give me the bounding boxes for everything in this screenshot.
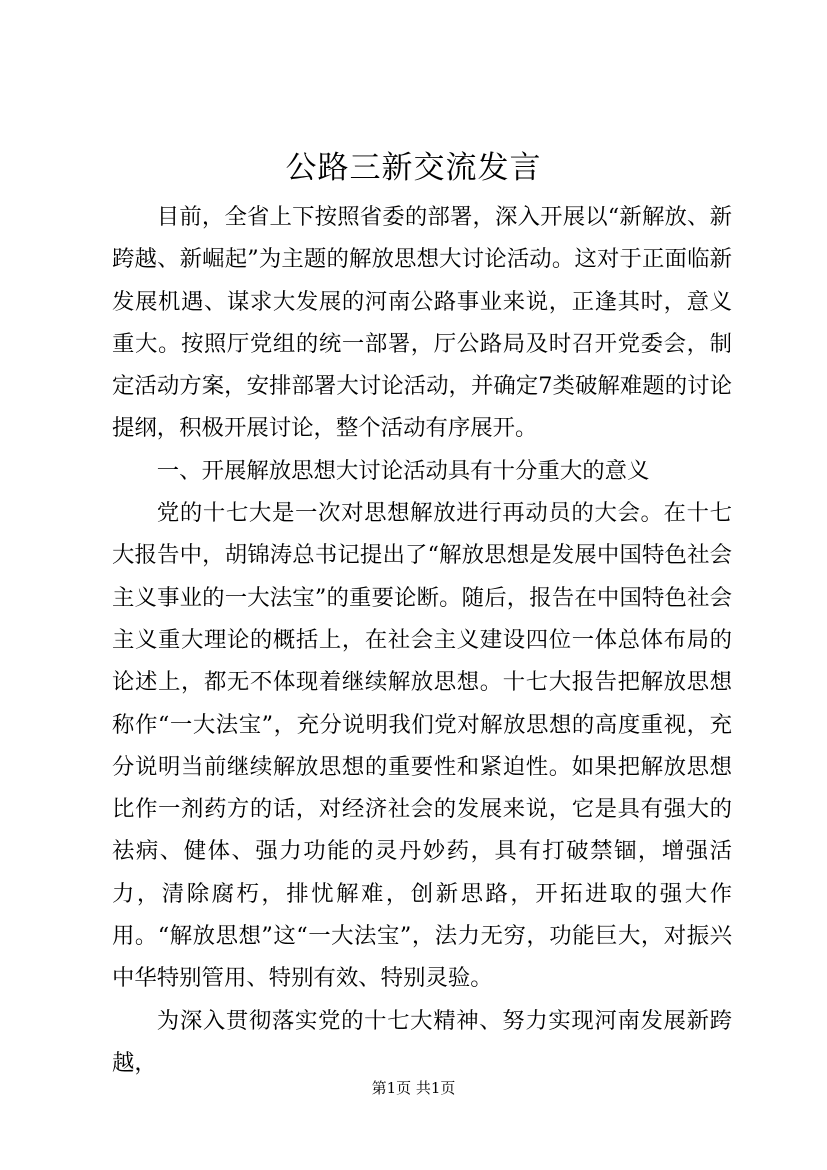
page-footer: 第1页 共1页 [371, 1079, 456, 1097]
paragraph-significance: 党的十七大是一次对思想解放进行再动员的大会。在十七大报告中，胡锦涛总书记提出了“解放思想是发展中国特色社会主义事业的一大法宝”的重要论断。随后，报告在中国特色社会主义重大理论的概括上，在社会主义建设四位一体总体布局的论述上，都无不体现着继续解放思想。十七大报告把解放思想称作“一大法宝”，充分说明我们党对解放思想的高度重视，充分说明当前继续解放思想的重要性和紧迫性。如果把解放思想比作一剂药方的话，对经济社会的发展来说，它是具有强大的祛病、健体、强力功能的灵丹妙药，具有打破禁锢，增强活力，清除腐朽，排忧解难，创新思路，开拓进取的强大作用。“解放思想”这“一大法宝”，法力无穷，功能巨大，对振兴中华特别管用、特别有效、特别灵验。 [112, 500, 732, 992]
paragraph-continued: 为深入贯彻落实党的十七大精神、努力实现河南发展新跨越， [112, 1007, 732, 1076]
document-title: 公路三新交流发言 [285, 150, 542, 186]
document-body [112, 196, 732, 1084]
section-heading-1: 一、开展解放思想大讨论活动具有十分重大的意义 [156, 457, 650, 484]
paragraph-intro: 目前，全省上下按照省委的部署，深入开展以“新解放、新跨越、新崛起”为主题的解放思想大讨论活动。这对于正面临新发展机遇、谋求大发展的河南公路事业来说，正逢其时，意义重大。按照厅党组的统一部署，厅公路局及时召开党委会，制定活动方案，安排部署大讨论活动，并确定7类破解难题的讨论提纲，积极开展讨论，整个活动有序展开。 [112, 204, 732, 442]
